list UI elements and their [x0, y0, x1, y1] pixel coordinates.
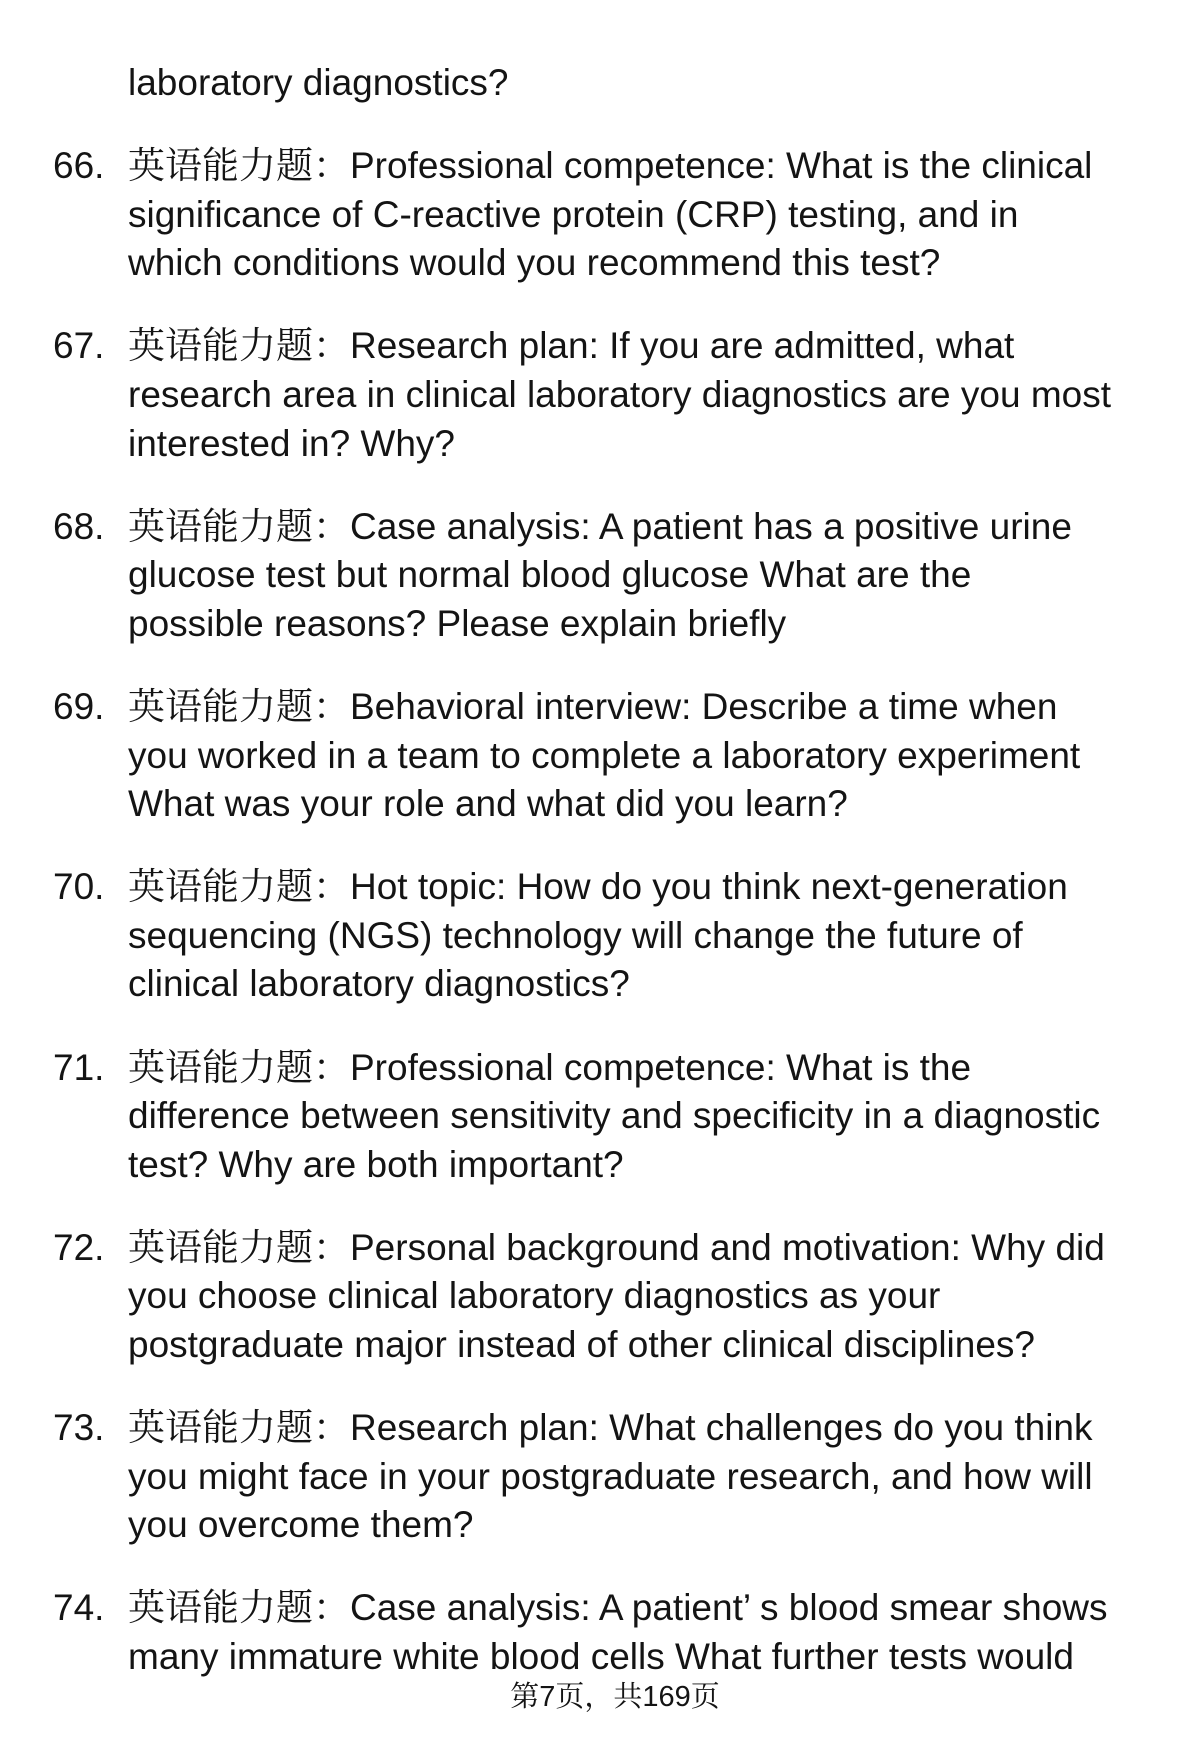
- question-item: [0, 1404, 1200, 1550]
- question-item: [0, 322, 1200, 468]
- question-line: you might face in your postgraduate research, and how will: [128, 1455, 1093, 1497]
- question-item: [0, 1584, 1200, 1681]
- question-item: [0, 1044, 1200, 1190]
- question-line: you overcome them?: [128, 1504, 474, 1546]
- question-line: 英语能力题：Research plan: What challenges do you think: [128, 1407, 1093, 1449]
- page-footer: 第7页，共169页: [510, 1681, 720, 1713]
- question-text: [128, 683, 1200, 829]
- question-line: glucose test but normal blood glucose What are the: [128, 554, 972, 596]
- question-text: [128, 1224, 1200, 1370]
- question-line: research area in clinical laboratory diagnostics are you most: [128, 373, 1112, 415]
- question-text: [128, 322, 1200, 468]
- question-line: 英语能力题：Case analysis: A patient’ s blood smear shows: [128, 1587, 1108, 1629]
- question-number: 71.: [53, 1046, 105, 1088]
- question-line: 英语能力题：Case analysis: A patient has a positive urine: [128, 505, 1072, 547]
- question-line: What was your role and what did you learn?: [128, 783, 848, 825]
- question-number: 73.: [53, 1407, 105, 1449]
- question-line: 英语能力题：Professional competence: What is the: [128, 1046, 972, 1088]
- question-item: [0, 683, 1200, 829]
- question-line: clinical laboratory diagnostics?: [128, 963, 630, 1005]
- question-item: [0, 1224, 1200, 1370]
- question-number: 70.: [53, 866, 105, 908]
- question-item: [0, 503, 1200, 649]
- question-line: many immature white blood cells What further tests would: [128, 1635, 1074, 1677]
- question-text: [128, 1584, 1200, 1681]
- question-number: 69.: [53, 685, 105, 727]
- continued-text: [128, 59, 1200, 108]
- question-line: significance of C-reactive protein (CRP) testing, and in: [128, 193, 1019, 235]
- question-item: [0, 863, 1200, 1009]
- question-text: [128, 503, 1200, 649]
- question-line: you worked in a team to complete a laboratory experiment: [128, 734, 1081, 776]
- question-item: [0, 142, 1200, 288]
- question-line: postgraduate major instead of other clinical disciplines?: [128, 1323, 1036, 1365]
- question-line: interested in? Why?: [128, 422, 456, 464]
- question-line: 英语能力题：Professional competence: What is the clinical: [128, 145, 1093, 187]
- question-line: you choose clinical laboratory diagnostics as your: [128, 1275, 941, 1317]
- continued-text-line: laboratory diagnostics?: [128, 62, 509, 103]
- question-text: [128, 1404, 1200, 1550]
- question-line: which conditions would you recommend this test?: [128, 242, 941, 284]
- question-text: [128, 863, 1200, 1009]
- question-line: possible reasons? Please explain briefly: [128, 602, 787, 644]
- question-number: 67.: [53, 325, 105, 367]
- question-text: [128, 142, 1200, 288]
- question-line: test? Why are both important?: [128, 1143, 624, 1185]
- question-text: [128, 1044, 1200, 1190]
- question-number: 74.: [53, 1587, 105, 1629]
- question-number: 72.: [53, 1226, 105, 1268]
- question-number: 66.: [53, 145, 105, 187]
- question-line: 英语能力题：Behavioral interview: Describe a time when: [128, 685, 1058, 727]
- question-line: difference between sensitivity and specificity in a diagnostic: [128, 1095, 1101, 1137]
- question-line: 英语能力题：Research plan: If you are admitted, what: [128, 325, 1015, 367]
- question-number: 68.: [53, 505, 105, 547]
- question-line: sequencing (NGS) technology will change the future of: [128, 914, 1023, 956]
- question-line: 英语能力题：Personal background and motivation: Why did: [128, 1226, 1105, 1268]
- question-line: 英语能力题：Hot topic: How do you think next-generation: [128, 866, 1068, 908]
